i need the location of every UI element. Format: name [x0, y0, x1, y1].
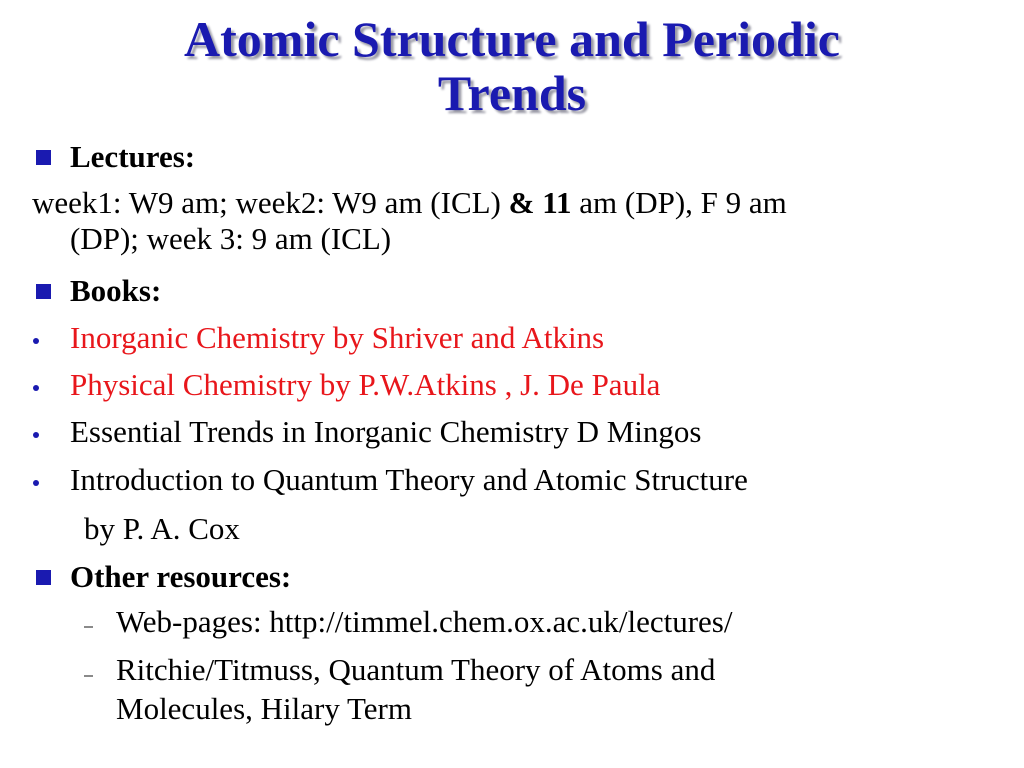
dot-bullet-icon: [33, 385, 39, 391]
dot-bullet-icon: [33, 432, 39, 438]
dash-bullet-icon: [84, 626, 93, 628]
lectures-schedule-line-2: (DP); week 3: 9 am (ICL): [70, 221, 392, 256]
lectures-schedule-bold: & 11: [508, 185, 572, 220]
square-bullet-icon: [36, 150, 51, 165]
book-item-3: Essential Trends in Inorganic Chemistry D Mingos: [70, 414, 702, 449]
resource-item-2-continued: Molecules, Hilary Term: [116, 691, 412, 726]
slide-title-line-2: Trends: [437, 65, 587, 121]
resource-item-1: Web-pages: http://timmel.chem.ox.ac.uk/lectures/: [116, 604, 733, 639]
lectures-heading: Lectures:: [70, 139, 196, 174]
dot-bullet-icon: [33, 338, 39, 344]
dot-bullet-icon: [33, 480, 39, 486]
slide-title-line-1: Atomic Structure and Periodic: [184, 11, 840, 67]
lectures-schedule-text-a: week1: W9 am; week2: W9 am (ICL): [32, 185, 509, 220]
square-bullet-icon: [36, 284, 51, 299]
lectures-schedule-line-1: [32, 185, 787, 221]
resources-heading: Other resources:: [70, 559, 292, 594]
book-item-1: Inorganic Chemistry by Shriver and Atkins: [70, 320, 605, 355]
square-bullet-icon: [36, 570, 51, 585]
book-item-4: Introduction to Quantum Theory and Atomic Structure: [70, 462, 748, 497]
dash-bullet-icon: [84, 675, 93, 677]
slide-title: [40, 12, 984, 120]
book-item-2: Physical Chemistry by P.W.Atkins , J. De Paula: [70, 367, 661, 402]
lectures-schedule-text-b: am (DP), F 9 am: [571, 185, 787, 220]
books-heading: Books:: [70, 273, 162, 308]
resource-item-2: Ritchie/Titmuss, Quantum Theory of Atoms and: [116, 652, 716, 687]
book-item-4-continued: by P. A. Cox: [84, 511, 240, 546]
